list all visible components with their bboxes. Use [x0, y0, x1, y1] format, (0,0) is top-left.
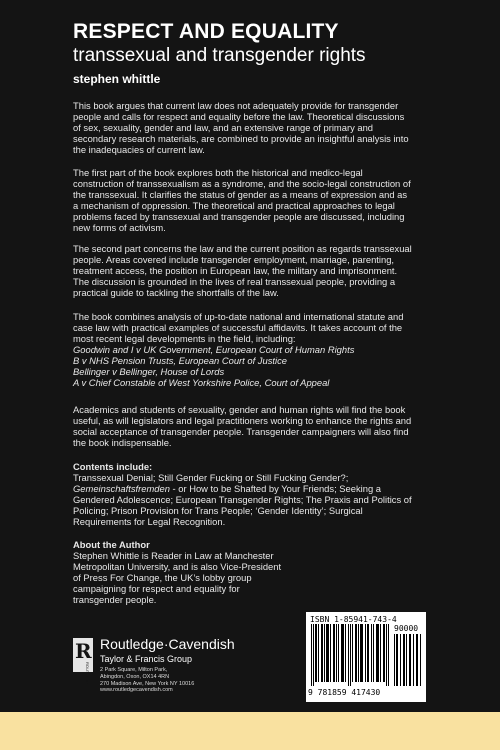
isbn-text: ISBN 1-85941-743-4 — [310, 615, 397, 624]
case-item: A v Chief Constable of West Yorkshire Police, Court of Appeal — [73, 377, 330, 388]
contents-heading: Contents include: — [73, 461, 153, 472]
publisher-name: Routledge·Cavendish — [100, 636, 235, 652]
price-barcode-icon — [394, 634, 422, 686]
blurb-paragraph-2: The first part of the book explores both the historical and medico-legal construction of transsexualism as a syndrome, and the socio-legal construction of the transsexual. It clarifies the status of gender as a means of expression and as a mechanism of oppression. The theoretical and practical approaches to legal problems faced by transsexual and transgender people are discussed, including new forms of activism. — [73, 167, 411, 233]
blurb-paragraph-4: The book combines analysis of up-to-date national and international statute and case law with practical examples of successful affidavits. It takes account of the most recent legal developments in the field, including: Goodwin and I v UK Government, European Court of Human Rights B v NHS Pension Trusts, European Court of Justice Bellinger v Bellinger, House of Lords A v Chief Constable of West Yorkshire Police, Court of Appeal — [73, 311, 433, 388]
blurb-paragraph-3: The second part concerns the law and the current position as regards transsexual people. Areas covered include transgender employment, marriage, parenting, treatment access, the position in European law, the military and imprisonment. The discussion is grounded in the lives of real transsexual people, providing a practical guide to tackling the shortfalls of the law. — [73, 243, 412, 298]
ean-number: 9 781859 417430 — [308, 688, 381, 697]
about-author-section: About the Author Stephen Whittle is Reader in Law at Manchester Metropolitan University, and is also Vice-President of Press For Change, the UK’s lobby group campaigning for respect and equality for transgender people. — [73, 539, 433, 605]
author-name: stephen whittle — [73, 72, 161, 86]
about-heading: About the Author — [73, 539, 150, 550]
book-title: RESPECT AND EQUALITY — [73, 20, 339, 43]
publisher-group: Taylor & Francis Group — [100, 654, 193, 664]
price-code: 90000 — [394, 624, 419, 633]
blurb-paragraph-1: This book argues that current law does not adequately provide for transgender people and calls for respect and equality before the law. Theoretical discussions of sex, sexuality, gender and law, and an extensive range of primary and secondary research materials, are combined to provide an insightful analysis into the inadequacies of current law. — [73, 100, 409, 155]
barcode-panel — [306, 612, 426, 702]
contents-section: Contents include: Transsexual Denial; Still Gender Fucking or Still Fucking Gender?; Gemeinschaftsfremden - or How to be Shafted by Your Friends; Seeking a Gendered Adolescence; European Transgender Rights; The Praxis and Politics of Policing; Prison Provision for Trans People; ‘Gender Identity’; Surgical Requirements for Legal Recognition. — [73, 461, 433, 527]
publisher-address: 2 Park Square, Milton Park, Abingdon, Oxon, OX14 4RN 270 Madison Ave, New York NY 10016 www.routledgecavendish.com — [100, 667, 195, 694]
footer-band — [0, 712, 500, 750]
case-item: Bellinger v Bellinger, House of Lords — [73, 366, 225, 377]
book-subtitle: transsexual and transgender rights — [73, 45, 366, 66]
barcode-icon — [310, 624, 390, 686]
routledge-logo-icon: R ROUTLEDGE — [75, 639, 92, 687]
case-item: B v NHS Pension Trusts, European Court of Justice — [73, 355, 287, 366]
case-item: Goodwin and I v UK Government, European Court of Human Rights — [73, 344, 355, 355]
blurb-paragraph-5: Academics and students of sexuality, gender and human rights will find the book useful, as will legislators and legal practitioners working to enhance the rights and social acceptance of transgender people. Transgender campaigners will also find the book indispensable. — [73, 404, 412, 448]
